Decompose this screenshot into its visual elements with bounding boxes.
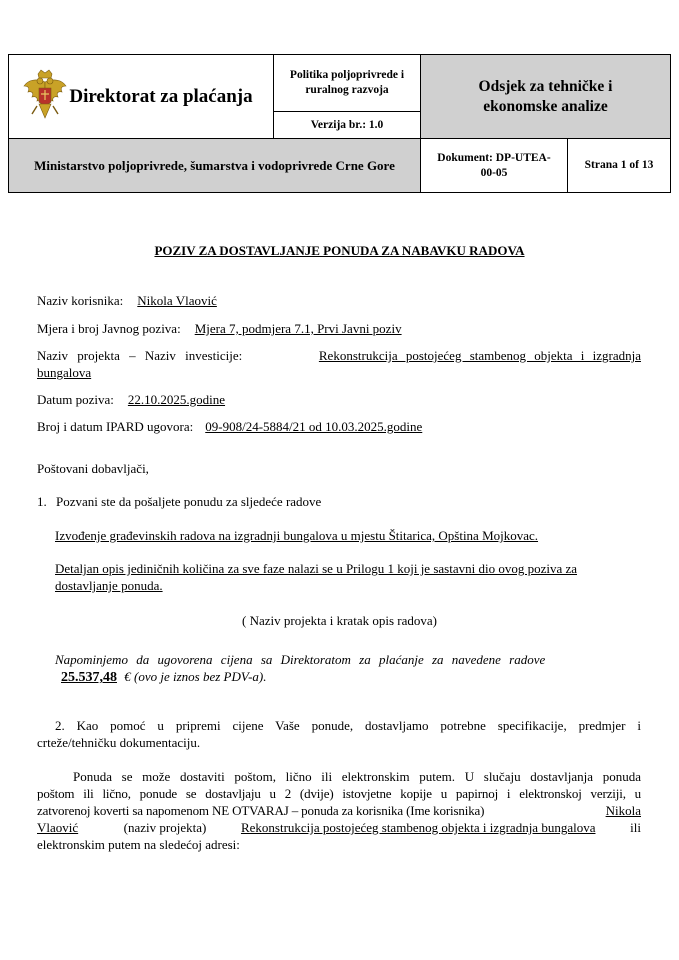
- item1-detail-2: dostavljanje ponuda.: [55, 578, 163, 593]
- delivery-text-2: poštom ili lično, ponude se dostavljaju u 2 (dvije) istovjetne kopije u papirnoj i elektronskoj verziji, u: [37, 786, 641, 801]
- field-ipard: [37, 418, 477, 435]
- delivery-text-5: elektronskim putem na sledećoj adresi:: [37, 837, 240, 852]
- version-cell: [274, 112, 421, 139]
- item2-text-1: 2. Kao pomoć u pripremi cijene Vaše ponude, dostavljamo potrebne specifikacije, predmjer i: [55, 718, 641, 733]
- document-title: POZIV ZA DOSTAVLJANJE PONUDA ZA NABAVKU RADOVA: [154, 243, 525, 258]
- price-line-2: [37, 668, 267, 686]
- ministry-cell: [9, 139, 421, 193]
- document-id: Dokument: DP-UTEA-00-05: [437, 151, 551, 179]
- delivery-text-3a: zatvorenoj koverti sa napomenom NE OTVARAJ – ponuda za korisnika (Ime korisnika): [37, 803, 485, 818]
- item1-line: [37, 493, 321, 510]
- field-user-value: Nikola Vlaović: [137, 293, 217, 308]
- field-project-value-2: bungalova: [37, 365, 92, 380]
- field-measure-label: Mjera i broj Javnog poziva:: [37, 321, 181, 336]
- header-table: [8, 54, 671, 193]
- field-user-label: Naziv korisnika:: [37, 293, 124, 308]
- field-project-label: Naziv projekta – Naziv investicije:: [37, 348, 243, 363]
- delivery-or: ili: [630, 820, 641, 835]
- item2-line-1: [55, 717, 641, 734]
- item1-works: Izvođenje građevinskih radova na izgradnji bungalova u mjestu Štitarica, Opština Mojkovac.: [55, 528, 539, 543]
- price-amount: 25.537,48: [61, 670, 117, 685]
- greeting: Poštovani dobavljači,: [37, 461, 149, 476]
- field-date: [37, 391, 487, 408]
- field-date-label: Datum poziva:: [37, 392, 114, 407]
- policy-cell: [274, 55, 421, 112]
- item1-number: 1.: [37, 494, 47, 509]
- price-text-1: Napominjemo da ugovorena cijena sa Direktoratom za plaćanje za navedene radove: [55, 652, 546, 667]
- field-ipard-value: 09-908/24-5884/21 od 10.03.2025.godine: [205, 419, 423, 434]
- delivery-line-3: [37, 802, 641, 819]
- field-user: [37, 292, 453, 309]
- item1-detail-1: Detaljan opis jediničnih količina za sve faze nalazi se u Prilogu 1 koji je sastavni dio ovog poziva za: [55, 561, 578, 576]
- delivery-project-value: Rekonstrukcija postojećeg stambenog objekta i izgradnja bungalova: [240, 820, 596, 835]
- item1-caption: ( Naziv projekta i kratak opis radova): [242, 613, 437, 628]
- document-cell: [421, 139, 568, 193]
- field-measure-value: Mjera 7, podmjera 7.1, Prvi Javni poziv: [194, 321, 402, 336]
- field-project-value-1: Rekonstrukcija postojećeg stambenog objekta i izgradnja: [318, 348, 641, 363]
- field-measure: [37, 320, 480, 337]
- delivery-user-name-1: Nikola: [605, 803, 641, 818]
- version-text: Verzija br.: 1.0: [310, 118, 384, 131]
- item2-text-2: crteže/tehničku dokumentaciju.: [37, 735, 201, 750]
- delivery-line-4: [37, 819, 641, 836]
- delivery-line-2: [37, 785, 641, 802]
- price-text-2: € (ovo je iznos bez PDV-a).: [124, 669, 267, 684]
- delivery-project-label: (naziv projekta): [123, 820, 207, 835]
- department-cell: [421, 55, 671, 139]
- delivery-user-name-2: Vlaović: [37, 820, 79, 835]
- delivery-text-1: Ponuda se može dostaviti poštom, lično ili elektronskim putem. U slučaju dostavljanja ponuda: [73, 769, 641, 784]
- field-project: [37, 347, 641, 381]
- field-ipard-label: Broj i datum IPARD ugovora:: [37, 419, 194, 434]
- price-line-1: [55, 651, 641, 668]
- page-cell: [568, 139, 671, 193]
- item1-text: Pozvani ste da pošaljete ponudu za sljedeće radove: [56, 494, 322, 509]
- org-title: Direktorat za plaćanja: [69, 85, 253, 107]
- policy-text: Politika poljoprivrede i ruralnog razvoja: [289, 69, 405, 96]
- ministry-text: Ministarstvo poljoprivrede, šumarstva i vodoprivrede Crne Gore: [34, 158, 395, 173]
- coat-of-arms-icon: [22, 68, 68, 124]
- delivery-line-1: [73, 768, 641, 785]
- page-number: Strana 1 of 13: [584, 159, 654, 171]
- department-text: Odsjek za tehničke i ekonomske analize: [478, 77, 613, 115]
- field-date-value: 22.10.2025.godine: [127, 392, 226, 407]
